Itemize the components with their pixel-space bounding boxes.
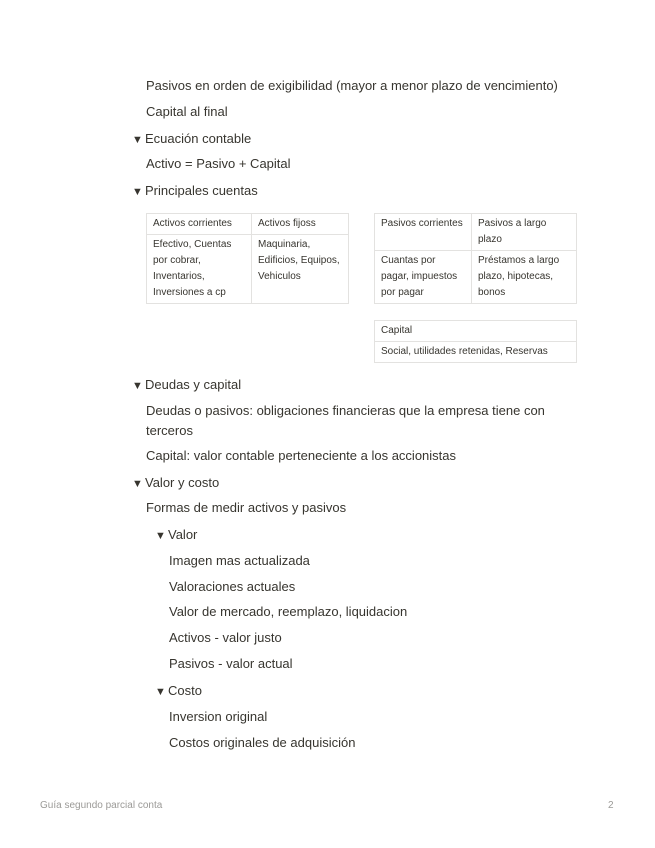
toggle-triangle-icon[interactable]: ▼ [132, 134, 143, 146]
toggle-deudas-capital[interactable] [132, 375, 241, 396]
table-cell: Cuantas por pagar, impuestos por pagar [375, 251, 472, 304]
paragraph-pasivos-orden: Pasivos en orden de exigibilidad (mayor a menor plazo de vencimiento) [146, 78, 558, 93]
paragraph-capital: Capital: valor contable perteneciente a los accionistas [146, 448, 457, 463]
paragraph-capital-final: Capital al final [146, 104, 228, 119]
list-item: Costos originales de adquisición [169, 735, 356, 750]
table-header-cell: Pasivos corrientes [375, 214, 472, 251]
toggle-title: Costo [168, 683, 202, 698]
table-capital [374, 320, 577, 363]
toggle-valor[interactable] [155, 525, 197, 546]
toggle-ecuacion-contable[interactable] [132, 129, 251, 150]
toggle-triangle-icon[interactable]: ▼ [132, 380, 143, 392]
toggle-title: Valor y costo [145, 475, 220, 490]
list-item: Pasivos - valor actual [169, 656, 293, 671]
paragraph-deudas: Deudas o pasivos: obligaciones financieras que la empresa tiene con terceros [146, 403, 545, 438]
toggle-title: Ecuación contable [145, 131, 252, 146]
toggle-valor-costo[interactable] [132, 473, 219, 494]
list-item: Imagen mas actualizada [169, 553, 310, 568]
page-number: 2 [608, 800, 614, 811]
list-item: Inversion original [169, 709, 268, 724]
toggle-principales-cuentas[interactable] [132, 181, 258, 202]
toggle-triangle-icon[interactable]: ▼ [132, 478, 143, 490]
paragraph-ecuacion: Activo = Pasivo + Capital [146, 156, 291, 171]
footer-title: Guía segundo parcial conta [40, 800, 163, 811]
toggle-triangle-icon[interactable]: ▼ [132, 186, 143, 198]
toggle-title: Principales cuentas [145, 183, 258, 198]
table-cell: Maquinaria, Edificios, Equipos, Vehiculos [252, 235, 349, 304]
toggle-title: Valor [168, 527, 198, 542]
list-item: Activos - valor justo [169, 630, 282, 645]
table-cell: Préstamos a largo plazo, hipotecas, bonos [472, 251, 577, 304]
table-cell: Efectivo, Cuentas por cobrar, Inventarios, Inversiones a cp [147, 235, 252, 304]
table-header-cell: Activos corrientes [147, 214, 252, 235]
table-header-cell: Pasivos a largo plazo [472, 214, 577, 251]
list-item: Valoraciones actuales [169, 579, 296, 594]
table-header-cell: Capital [375, 321, 577, 342]
table-header-cell: Activos fijoss [252, 214, 349, 235]
table-cell: Social, utilidades retenidas, Reservas [375, 342, 577, 363]
table-pasivos [374, 213, 577, 304]
toggle-triangle-icon[interactable]: ▼ [155, 686, 166, 698]
paragraph-formas: Formas de medir activos y pasivos [146, 500, 347, 515]
list-item: Valor de mercado, reemplazo, liquidacion [169, 604, 408, 619]
toggle-costo[interactable] [155, 681, 202, 702]
toggle-title: Deudas y capital [145, 377, 242, 392]
toggle-triangle-icon[interactable]: ▼ [155, 530, 166, 542]
table-activos [146, 213, 349, 304]
